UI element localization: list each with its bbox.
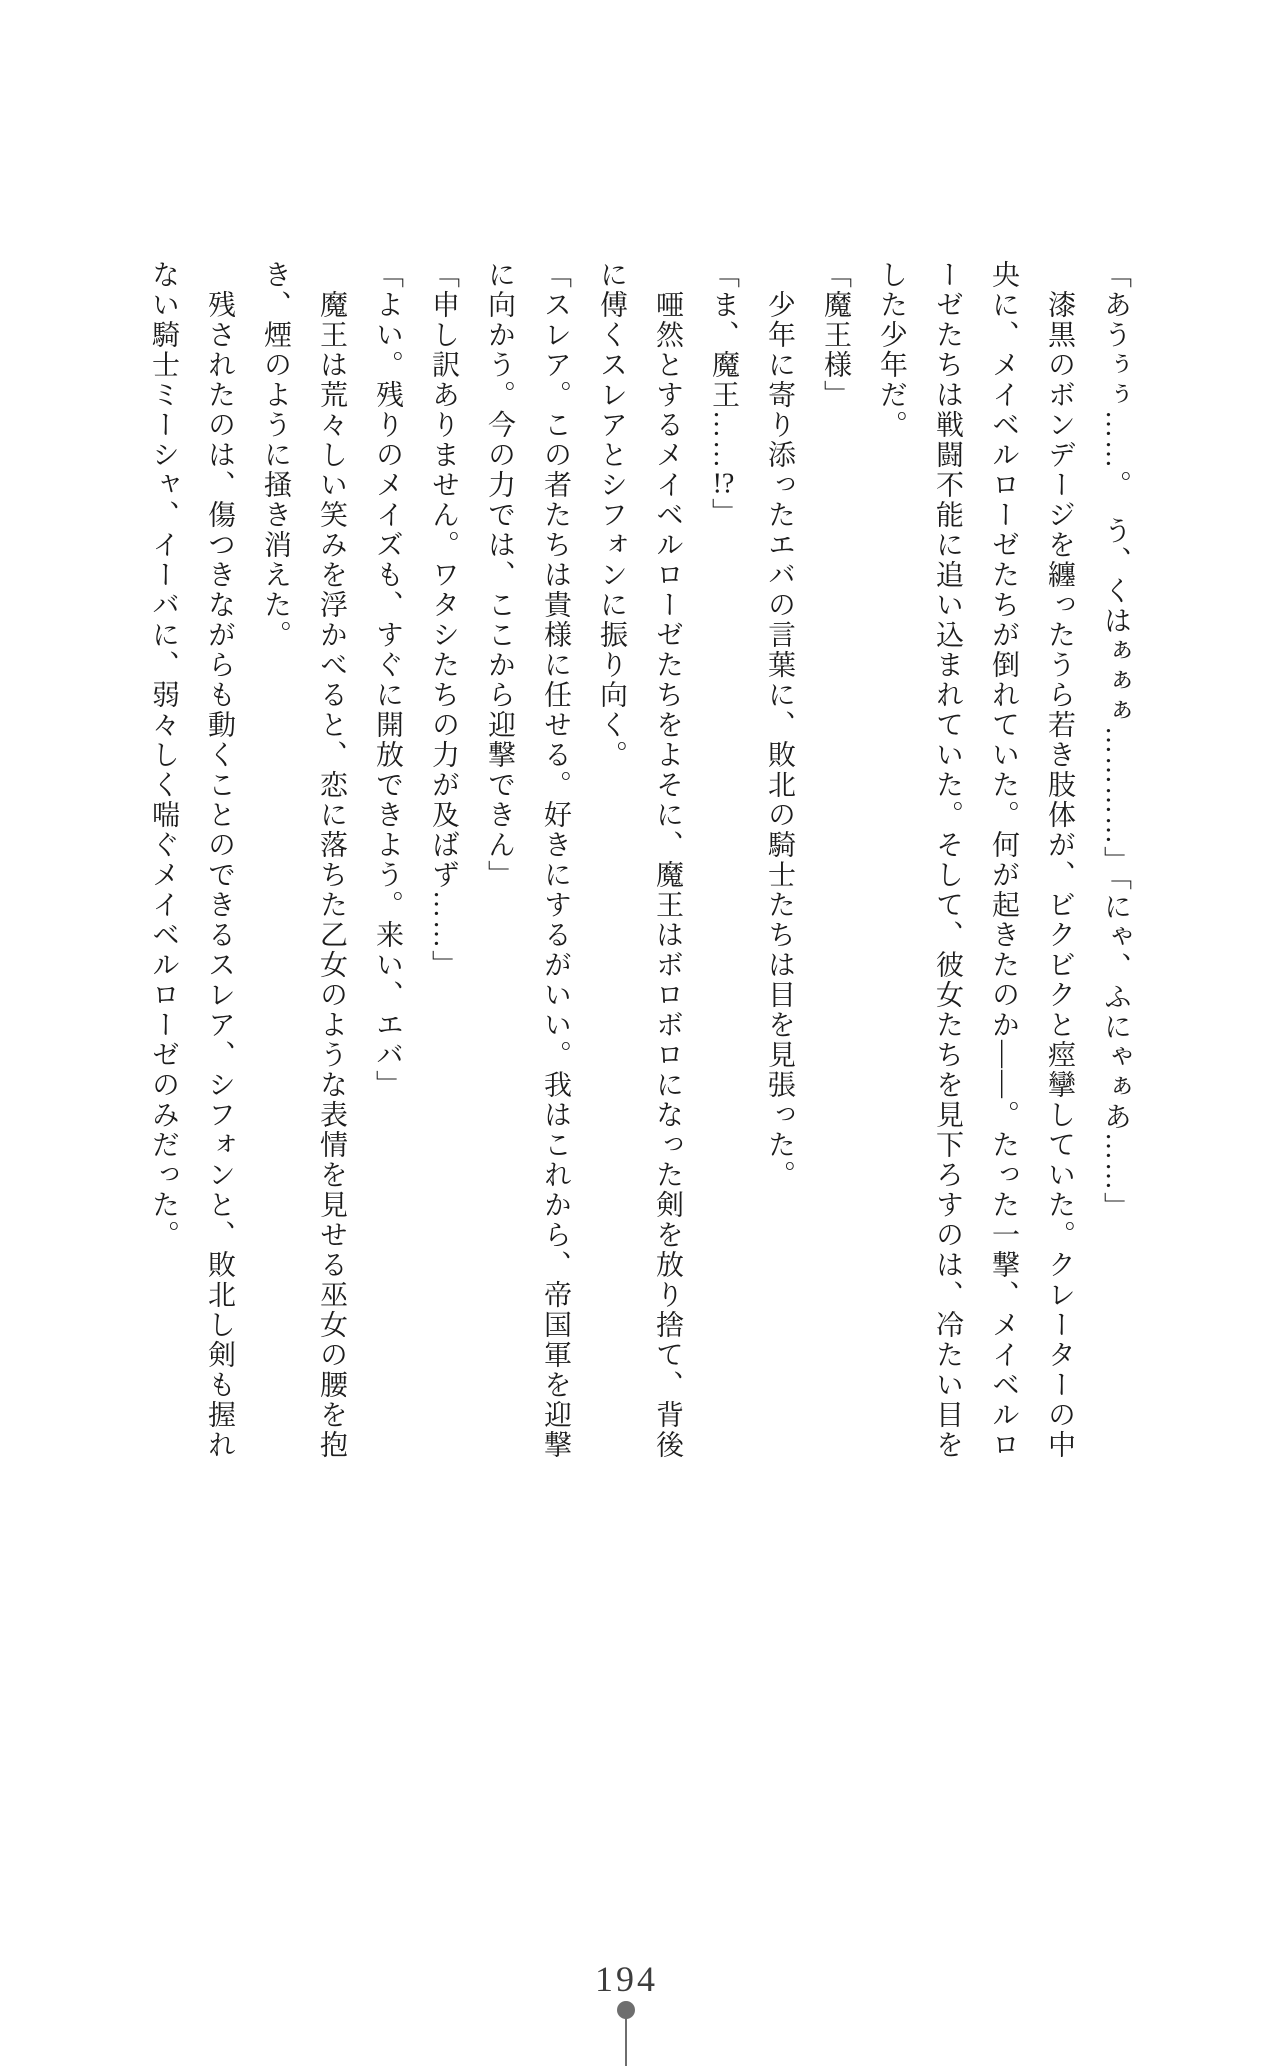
paragraph-narration-1: 漆黒のボンデージを纏ったうら若き肢体が、ビクビクと痙攣していた。クレーターの中央に、メイベルローゼたちが倒れていた。何が起きたのか――。たった一撃、メイベルローゼたちは戦闘不能に追い込まれていた。そして、彼女たちを見下ろすのは、冷たい目をした少年だ。 [876,260,1075,1460]
page-ornament-dot-icon [617,2001,635,2019]
paragraph-narration-2: 少年に寄り添ったエバの言葉に、敗北の騎士たちは目を見張った。 [764,260,795,1190]
text-block [135,260,1143,1460]
paragraph-narration-5: 残されたのは、傷つきながらも動くことのできるスレア、シフォンと、敗北し剣も握れない騎士ミーシャ、イーバに、弱々しく喘ぐメイベルローゼのみだった。 [148,260,235,1460]
dialogue-3-text: 「ま、魔王…… [708,260,739,470]
page-number: 194 [595,1959,658,1999]
paragraph-dialogue-3 [695,260,751,1460]
dialogue-3-close-bracket: 」 [708,498,739,528]
paragraph-narration-3: 唖然とするメイベルローゼたちをよそに、魔王はボロボロになった剣を放り捨て、背後に傅くスレアとシフォンに振り向く。 [596,260,683,1460]
dialogue-3-exclamation: !? [712,470,735,498]
paragraph-dialogue-4: 「スレア。この者たちは貴様に任せる。好きにするがいい。我はこれから、帝国軍を迎撃に向かう。今の力では、ここから迎撃できん」 [484,260,571,1460]
paragraph-narration-4: 魔王は荒々しい笑みを浮かべると、恋に落ちた乙女のような表情を見せる巫女の腰を抱き、煙のように掻き消えた。 [260,260,347,1460]
paragraph-dialogue-6: 「よい。残りのメイズも、すぐに開放できよう。来い、エバ」 [372,260,403,1100]
paragraph-dialogue-5: 「申し訳ありません。ワタシたちの力が及ばず……」 [428,260,459,980]
page-ornament-line [625,2014,627,2066]
paragraph-dialogue-2: 「魔王様」 [820,260,851,410]
paragraph-dialogue-1: 「あうぅぅ……。 う、くはぁぁぁ…………」「にゃ、ふにゃぁあ……」 [1100,260,1131,1222]
